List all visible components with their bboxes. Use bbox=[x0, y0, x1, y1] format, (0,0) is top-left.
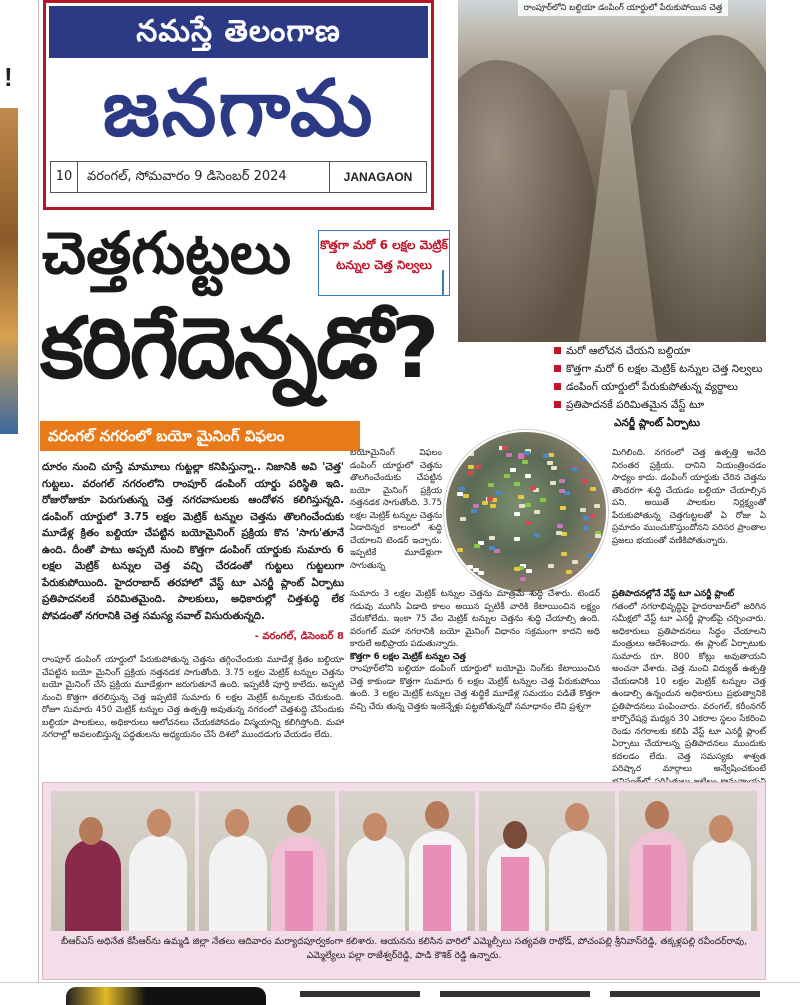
waste-speck bbox=[588, 554, 594, 558]
next-article-graphic bbox=[66, 987, 266, 1005]
waste-speck bbox=[550, 481, 556, 485]
waste-speck bbox=[494, 549, 500, 553]
waste-speck bbox=[471, 509, 477, 513]
photo-band-caption: బీఆర్ఎస్ అధినేత కేసీఆర్‌ను ఉమ్మడి జిల్లా నేతలు ఆదివారం మర్యాదపూర్వకంగా కలిశారు. ఆయనను కలిసిన వారిలో ఎమ్మెల్సీలు సత్యవతి రాథోడ్, పోచంపల్లి శ్రీనివాస్‌రెడ్డి, తక్కళ్లపల్లి రవీందర్‌రావు, ఎమ్మెల్యేలు పల్లా రాజేశ్వర్‌రెడ్డి, పాడి కౌశిక్ రెడ్డి ఉన్నారు. bbox=[60, 936, 747, 961]
waste-speck bbox=[522, 460, 528, 464]
masthead-dateline-strip bbox=[50, 161, 427, 193]
waste-speck bbox=[559, 489, 565, 493]
waste-speck bbox=[547, 461, 553, 465]
next-article-headline-fragment bbox=[610, 991, 760, 997]
highlight-item: ప్రతిపాదనకే పరిమితమైన వేస్ట్ టూ bbox=[554, 398, 764, 412]
waste-speck bbox=[457, 492, 463, 496]
group-photo bbox=[199, 791, 335, 931]
waste-speck bbox=[559, 479, 565, 483]
waste-speck bbox=[506, 453, 512, 457]
body-column-a: రాంపూర్ డంపింగ్ యార్డులో పేరుకుపోతున్న చెత్తను తగ్గించేందుకు మూడేళ్ల క్రితం బల్దియా చేపట్టిన బయో మైనింగ్ ప్రక్రియ నత్తనడక సాగుతోంది. 3.75 లక్షల మెట్రిక్ టన్నుల చెత్తను బయో మైనింగ్ చేసే ప్రక్రియ మూడేళ్లుగా జరుగుతూనే ఉంది. ఇప్పటికీ పూర్తి కాలేదు. అప్పటి నుంచి కొత్తగా తరలిస్తున్న చెత్త ఇప్పటికే సుమారు 6 లక్షల మెట్రిక్ టన్నులకు చేరుకుంది. రోజూ సుమారు 450 మెట్రిక్ టన్నుల చెత్త ఉత్పత్తి అవుతున్న నగరంలో చెత్తశుద్ధి చేసేందుకు బల్దియా పాలకులు, అధికారులు ఆలోచనలు చేయకపోవడం విస్మయాన్ని కలిగిస్తోంది. మహా నగరాల్లో అవలంబిస్తున్న పద్ధతులను అధ్యయనం చేసే దిశలో ముందడుగు వేయడం లేదు. bbox=[42, 655, 344, 740]
kicker-arrow bbox=[442, 270, 444, 296]
next-article-headline-fragment bbox=[440, 991, 590, 997]
waste-speck bbox=[489, 536, 495, 540]
edition-title: జనగామ bbox=[102, 64, 375, 154]
waste-speck bbox=[580, 575, 586, 579]
edition-code: JANAGAON bbox=[329, 162, 426, 192]
waste-speck bbox=[564, 491, 570, 495]
adjacent-page-image bbox=[0, 108, 18, 434]
garbage-mound-left bbox=[458, 60, 598, 342]
waste-speck bbox=[514, 512, 520, 516]
waste-speck bbox=[490, 504, 496, 508]
lead-paragraph: దూరం నుంచి చూస్తే మామూలు గుట్టల్లా కనిపిస్తున్నా.. నిజానికి అవి 'చెత్త' గుట్టలు. వరంగల్ నగరంలోని రాంపూర్ డంపింగ్ యార్డు పరిస్థితి ఇది. రోజురోజుకూ పెరుగుతున్న చెత్త నగరవాసులకు ఆందోళన కలిగిస్తున్నది. డంపింగ్ యార్డులో 3.75 లక్షల మెట్రిక్ టన్నుల చెత్తను తొలగించేందుకు మూడేళ్ల క్రితం బల్దియా చేపట్టిన బయోమైనింగ్ ప్రక్రియ కొన 'సాగు'తూనే ఉంది. దీంతో పాటు అప్పటి నుంచి కొత్తగా డంపింగ్ యార్డుకు సుమారు 6 లక్షల మెట్రిక్ టన్నుల చెత్త వచ్చి చేరడంతో గుట్టలు గుట్టలుగా పేరుకుపోయింది. హైదరాబాద్ తరహాలో వేస్ట్ టూ ఎనర్జీ ప్లాంట్ ఏర్పాటు ప్రతిపాదనలకే పరిమితమైంది. పాలకులు, అధికారుల్లో చిత్తశుద్ధి లేక పోవడంతో నగరానికి చెత్త సమస్య సవాల్ విసురుతున్నది. bbox=[42, 462, 344, 622]
next-article-strip bbox=[0, 982, 800, 1005]
waste-speck bbox=[495, 491, 501, 495]
waste-speck bbox=[473, 504, 479, 508]
waste-speck bbox=[514, 567, 520, 571]
highlight-item: కొత్తగా మరో 6 లక్షల మెట్రిక్ టన్నుల చెత్త నిల్వలు bbox=[554, 362, 764, 376]
waste-speck bbox=[534, 510, 540, 514]
waste-speck bbox=[463, 494, 469, 498]
waste-speck bbox=[582, 457, 588, 461]
waste-speck bbox=[478, 571, 484, 575]
body-column-b bbox=[350, 588, 600, 713]
waste-speck bbox=[514, 537, 520, 541]
waste-speck bbox=[572, 467, 578, 471]
waste-speck bbox=[475, 465, 481, 469]
waste-speck bbox=[566, 570, 572, 574]
highlights-list bbox=[554, 344, 764, 434]
masthead bbox=[43, 0, 434, 210]
waste-speck bbox=[551, 466, 557, 470]
group-photo bbox=[51, 791, 195, 931]
next-article-headline-fragment bbox=[300, 991, 420, 997]
waste-speck bbox=[489, 546, 495, 550]
photo-band bbox=[42, 782, 766, 980]
adjacent-page-strip bbox=[0, 0, 39, 1004]
waste-speck bbox=[467, 572, 473, 576]
waste-speck bbox=[525, 474, 531, 478]
waste-speck bbox=[482, 501, 488, 505]
body-text: రాంపూర్‌లోని బల్దియా డంపింగ్ యార్డులో బయోమై నింగ్‌కు కేటాయించిన చెత్త కాకుండా కొత్తగా సుమారు 6 లక్షల మెట్రిక్ టన్నుల చెత్త పేరుకుపోయి ఉంది. 3 లక్షల మెట్రిక్ టన్నుల చెత్త శుద్ధికే మూడేళ్ల సమయం పడితే కొత్తగా వచ్చి చేరు తున్న చెత్తకు ఇంకెన్నేళ్లు పట్టబోతున్నదో సమాధానం లేని ప్రశ్నగా bbox=[350, 664, 600, 712]
waste-speck bbox=[459, 487, 465, 491]
waste-speck bbox=[594, 504, 600, 508]
waste-speck bbox=[590, 514, 596, 518]
waste-speck bbox=[474, 544, 480, 548]
waste-speck bbox=[556, 531, 562, 535]
waste-speck bbox=[592, 572, 598, 576]
waste-speck bbox=[460, 517, 466, 521]
waste-speck bbox=[518, 495, 524, 499]
waste-speck bbox=[467, 445, 473, 449]
adjacent-page-fragment: ! bbox=[4, 62, 13, 92]
highlight-item: మరో ఆలోచన చేయని బల్దియా bbox=[554, 344, 764, 358]
waste-speck bbox=[534, 533, 540, 537]
waste-speck bbox=[488, 483, 494, 487]
waste-speck bbox=[560, 506, 566, 510]
waste-speck bbox=[583, 516, 589, 520]
waste-speck bbox=[487, 497, 493, 501]
waste-speck bbox=[525, 521, 531, 525]
waste-speck bbox=[590, 487, 596, 491]
waste-speck bbox=[581, 479, 587, 483]
group-photo bbox=[479, 791, 615, 931]
body-column-b-top: బయోమైనింగ్ విఫలం డంపింగ్ యార్డులో చెత్తను తొలగించేందుకు చేపట్టిన బయో మైనింగ్ ప్రక్రియ నత్తనడక సాగుతోంది. 3.75 లక్షల మెట్రిక్ టన్నుల చెత్తను ఏడాదిన్నర కాలంలో శుద్ధి చేయాలని టెండర్ ఇచ్చారు. ఇప్పటికే మూడేళ్లుగా సాగుతున్న bbox=[350, 448, 442, 571]
waste-speck bbox=[572, 560, 578, 564]
waste-speck bbox=[502, 446, 508, 450]
waste-speck bbox=[524, 451, 530, 455]
waste-speck bbox=[526, 569, 532, 573]
dumping-yard-photo bbox=[458, 0, 766, 342]
body-text: సుమారు 3 లక్షల మెట్రిక్ టన్నుల చెత్తను మాత్రమే శుద్ధి చేశారు. టెండర్ గడువు ముగిసి ఏడాది కాలం అయిన ప్పటికీ వారికి కేటాయించిన లక్ష్యం చేరుకోలేదు. ఇంకా 75 వేల మెట్రిక్ టన్నుల చెత్తను శుద్ధి చేయాల్సి ఉంది. వరంగల్ మహా నగరానికి బయో మైనింగ్ విధానం సక్రమంగా కాదని అధి కారులే అభిప్రాయ పడుతున్నారు. bbox=[350, 589, 600, 649]
byline: - వరంగల్, డిసెంబర్ 8 bbox=[254, 631, 344, 642]
waste-speck bbox=[519, 504, 525, 508]
highlight-item: డంపింగ్ యార్డులో పేరుకుపోతున్న వ్యర్థాలు bbox=[554, 380, 764, 394]
group-photo bbox=[619, 791, 757, 931]
body-text: గతంలో నగరాభివృద్ధిపై హైదరాబాద్‌లో జరిగిన సమీక్షలో వేస్ట్ టూ ఎనర్జీ ప్లాంట్‌పై చర్చించారు. అధికారులు ప్రతిపాదనలు సిద్ధం చేయాలని మంత్రులు ఆదేశించారు. ఈ ప్లాంట్ ఏర్పాటుకు సుమారు రూ. 800 కోట్లు అవుతాయని అంచనా వేశారు. చెత్త నుంచి విద్యుత్ ఉత్పత్తి చేయడానికి 10 లక్షల మెట్రిక్ టన్నుల చెత్త ఉండాల్సి ఉన్నందున అధికారులు ప్రభుత్వానికి ప్రతిపాదనలు పంపించారు. వరంగల్, కరీంనగర్ కార్పొరేషన్ల మధ్యన 30 ఎకరాల స్థలం సేకరించి రెండు నగరాలకు కలిపి వేస్ట్ టూ ఎనర్జీ ప్లాంట్ ఏర్పాటు చేయాలన్న ప్రతిపాదనలు ముందుకు కదలడం లేదు. చెత్త సమస్యకు శాశ్వత పరిష్కార మార్గాలు అన్వేషించకుంటే bbox=[612, 601, 766, 774]
waste-speck bbox=[543, 454, 549, 458]
body-column-c: మిగిలింది. నగరంలో చెత్త ఉత్పత్తి అనేది నిరంతర ప్రక్రియ. దానిని నియంత్రించడం సాధ్యం కాదు. డంపింగ్ యార్డుకు చేరిన చెత్తను తొందరగా శుద్ధి చేయడం బల్దియా చేయాల్సిన పని. అయితే పాలకుల నిర్లక్ష్యంతో పేరుకుపోతున్న చెత్తగుట్టలతో ఏ రోజు ఏ ప్రమాదం ముంచుకొస్తుందోనని పరిసర ప్రాంతాల ప్రజలు భయంతో వణికిపోతున్నారు. bbox=[612, 448, 766, 546]
group-photo bbox=[339, 791, 475, 931]
headline-line-1: చెత్తగుట్టలు bbox=[42, 219, 292, 287]
waste-speck bbox=[510, 468, 516, 472]
paper-name: నమస్తే తెలంగాణ bbox=[49, 6, 428, 58]
waste-speck bbox=[561, 552, 567, 556]
highlight-item-continuation: ఎనర్జీ ప్లాంట్ ఏర్పాటు bbox=[614, 417, 701, 429]
waste-speck bbox=[468, 471, 474, 475]
body-column-c2 bbox=[612, 588, 766, 801]
waste-speck bbox=[468, 452, 474, 456]
waste-speck bbox=[525, 503, 531, 507]
waste-speck bbox=[504, 474, 510, 478]
column-subhead: కొత్తగా 6 లక్షల మెట్రిక్ టన్నుల చెత్త bbox=[350, 651, 466, 662]
page-number: 10 bbox=[51, 162, 78, 192]
waste-speck bbox=[520, 577, 526, 581]
dateline: వరంగల్, సోమవారం 9 డిసెంబర్ 2024 bbox=[87, 169, 287, 184]
waste-speck bbox=[595, 534, 601, 538]
sub-headline-banner: వరంగల్ నగరంలో బయో మైనింగ్ విఫలం bbox=[40, 421, 360, 451]
waste-speck bbox=[457, 548, 463, 552]
waste-closeup-photo bbox=[444, 430, 608, 594]
headline-line-2: కరిగేదెన్నడో? bbox=[40, 299, 438, 397]
photo-caption: రాంపూర్‌లోని బల్దియా డంపింగ్ యార్డులో పేరుకుపోయిన చెత్త bbox=[518, 0, 728, 16]
waste-speck bbox=[548, 564, 554, 568]
waste-speck bbox=[557, 524, 563, 528]
waste-speck bbox=[468, 465, 474, 469]
waste-speck bbox=[540, 498, 546, 502]
waste-speck bbox=[530, 486, 536, 490]
waste-speck bbox=[514, 482, 520, 486]
headline-kicker: కొత్తగా మరో 6 లక్షల మెట్రిక్ టన్నుల చెత్త నిల్వలు bbox=[318, 230, 450, 296]
waste-speck bbox=[518, 453, 524, 457]
waste-speck bbox=[580, 508, 586, 512]
column-subhead: ప్రతిపాదనల్లోనే వేస్ట్ టూ ఎనర్జీ ప్లాంట్ bbox=[612, 589, 735, 599]
waste-speck bbox=[583, 526, 589, 530]
